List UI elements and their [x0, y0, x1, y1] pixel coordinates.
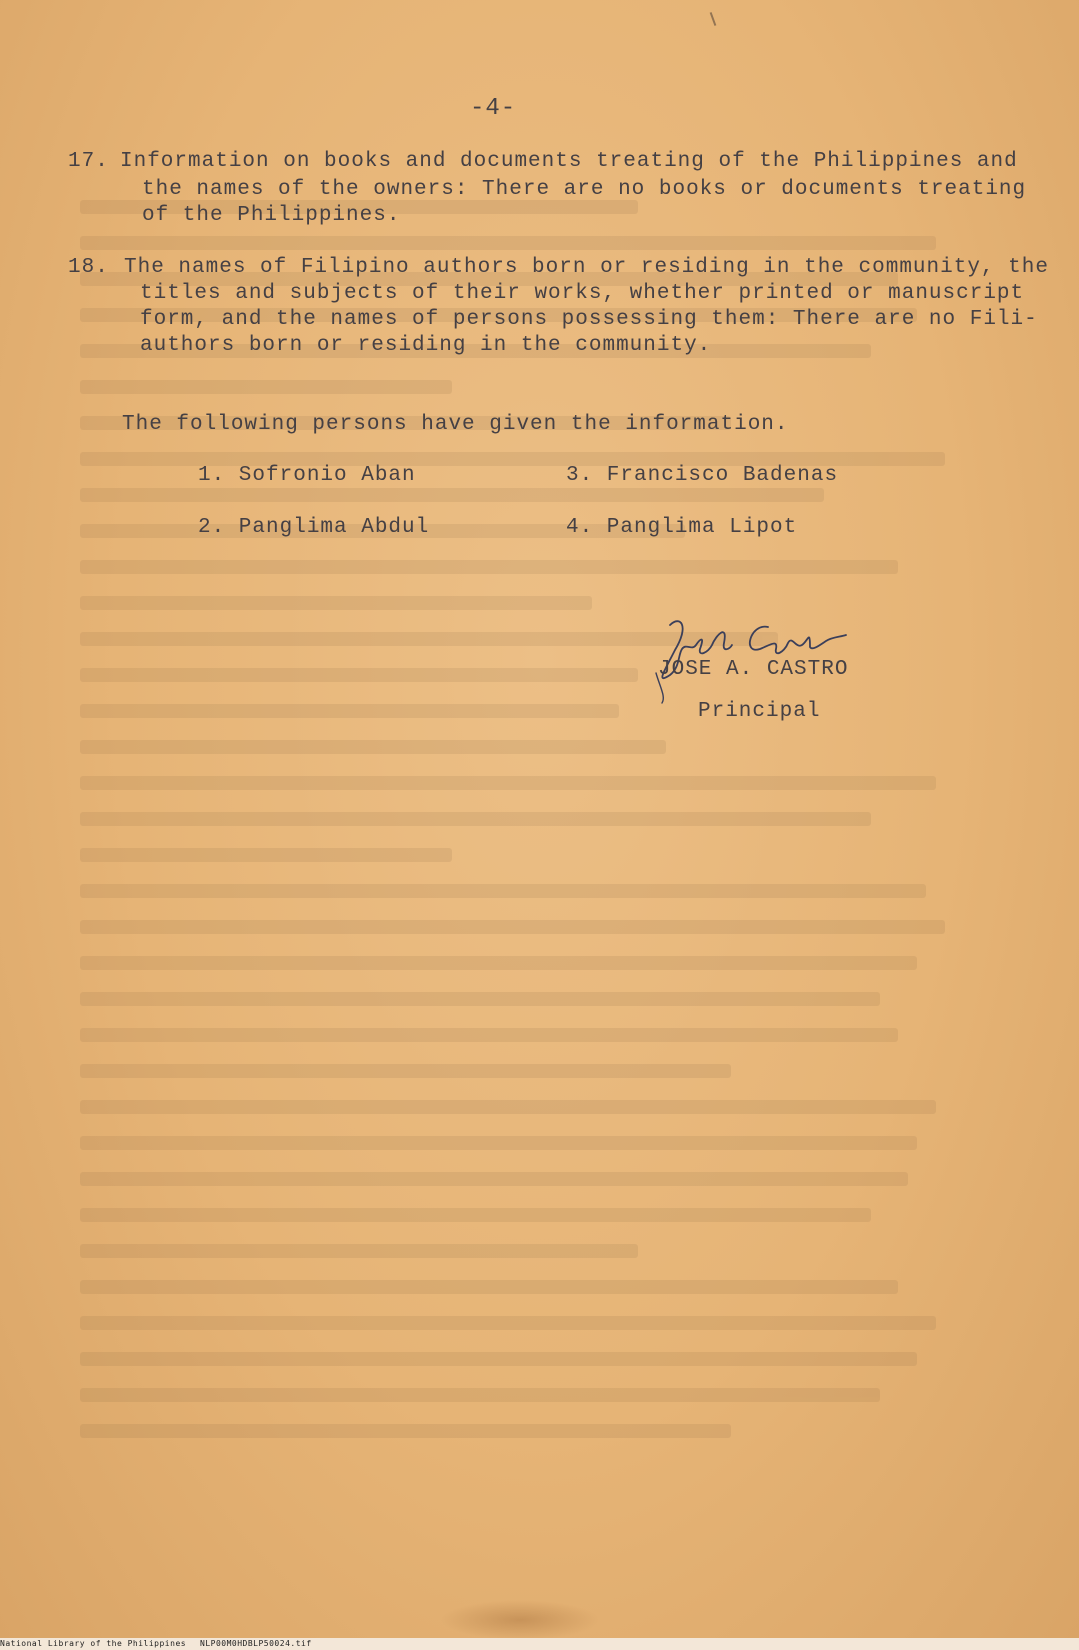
item-17-line-3: of the Philippines.: [142, 204, 401, 227]
signatory-name: JOSE A. CASTRO: [658, 658, 849, 681]
item-18-line-1: The names of Filipino authors born or residing in the community, the: [124, 256, 1049, 279]
informant-1: 1. Sofronio Aban: [198, 464, 416, 487]
informant-2: 2. Panglima Abdul: [198, 516, 430, 539]
informant-4: 4. Panglima Lipot: [566, 516, 798, 539]
item-18-line-3: form, and the names of persons possessing them: There are no Fili-: [140, 308, 1038, 331]
page-number: -4-: [470, 95, 517, 122]
signatory-title: Principal: [698, 700, 821, 723]
scan-footer: [0, 1638, 1079, 1650]
footer-filename: NLP00M0HDBLP50024.tif: [200, 1639, 312, 1648]
item-17-number: 17.: [68, 150, 109, 173]
footer-library: National Library of the Philippines: [0, 1639, 187, 1648]
item-18-line-4: authors born or residing in the community.: [140, 334, 712, 357]
informant-3: 3. Francisco Badenas: [566, 464, 839, 487]
item-18-line-2: titles and subjects of their works, whether printed or manuscript: [140, 282, 1025, 305]
paper-stain: [440, 1600, 600, 1640]
bleed-through-text: [80, 200, 1010, 1530]
pen-mark: [710, 12, 717, 26]
item-18-number: 18.: [68, 256, 109, 279]
item-17-line-1: Information on books and documents treating of the Philippines and: [120, 150, 1018, 173]
informants-intro: The following persons have given the information.: [122, 413, 789, 436]
item-17-line-2: the names of the owners: There are no books or documents treating: [142, 178, 1027, 201]
